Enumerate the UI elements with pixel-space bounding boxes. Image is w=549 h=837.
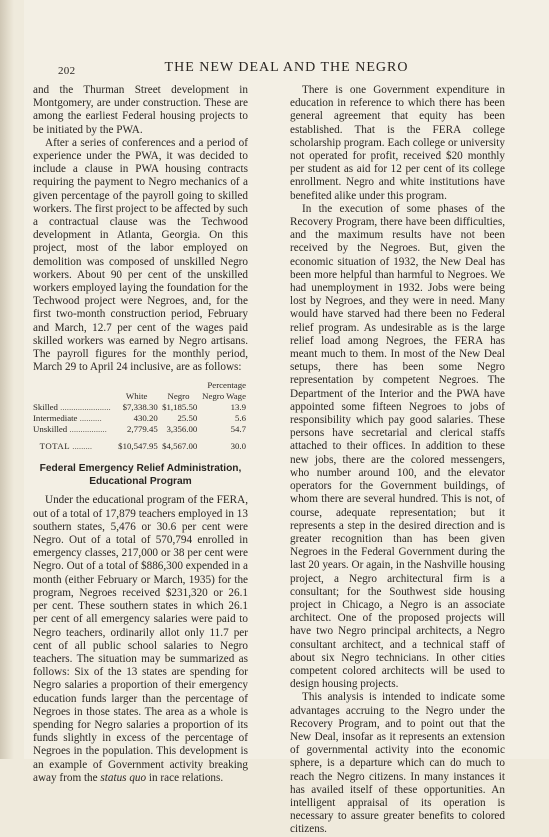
row-label: Skilled [33, 402, 58, 413]
cell-percentage: 13.9 [230, 402, 246, 413]
paragraph: This analysis is intended to indicate some advantages accruing to the Negro under the Recovery Program, and to point out that the New Deal, insofar as it represents an extension of governmental activity into the economic sphere, is a departure which can do much to reach the Negro citizens. In many instances it has availed itself of these opportunities. An intelligent appraisal of its operation is necessary to assure greater benefits to colored citizens. [290, 691, 505, 836]
cell-percentage: 5.6 [235, 413, 246, 424]
page-number: 202 [58, 65, 76, 77]
right-column [290, 84, 505, 837]
table-total-row: TOTAL ......... $10,547.95 $4,567.00 30.0 [33, 435, 248, 452]
running-head: THE NEW DEAL AND THE NEGRO [164, 60, 409, 75]
cell-total-percentage: 30.0 [230, 441, 246, 452]
book-binding-shadow [0, 0, 14, 759]
paragraph-text: in race relations. [146, 771, 224, 784]
row-label: Unskilled [33, 424, 68, 435]
cell-white: 430.20 [133, 413, 158, 424]
left-column [33, 84, 248, 785]
column-header-percentage: Percentage [207, 380, 246, 391]
table-row: Unskilled ................. 2,779.45 3,356.00 54.7 [33, 424, 246, 435]
cell-negro: 25.50 [177, 413, 198, 424]
cell-negro: 3,356.00 [166, 424, 198, 435]
cell-total-negro: $4,567.00 [162, 441, 198, 452]
cell-total-white: $10,547.95 [118, 441, 158, 452]
column-header-negro: Negro [167, 391, 190, 402]
cell-white: 2,779.45 [126, 424, 158, 435]
book-page [24, 0, 549, 836]
column-header-negro-wage: Negro Wage [202, 391, 246, 402]
table-row: Intermediate .......... 430.20 25.50 5.6 [33, 413, 246, 424]
paragraph [33, 494, 248, 784]
page-header [24, 60, 549, 78]
column-header-category [33, 391, 116, 402]
cell-percentage: 54.7 [230, 424, 246, 435]
section-heading-line: Federal Emergency Relief Administration, [39, 463, 242, 475]
wage-table [33, 380, 248, 452]
table-row: Skilled ....................... $7,338.30 $1,185.50 13.9 [33, 402, 246, 413]
italic-phrase: status quo [100, 771, 147, 784]
column-header-white: White [125, 391, 148, 402]
paragraph: After a series of conferences and a period of experience under the PWA, it was decided to include a clause in PWA housing contracts requiring the payment to Negro mechanics of a given percentage of the payroll going to skilled workers. The first project to be affected by such a contractual clause was the Techwood development in Atlanta, Georgia. On this project, most of the labor employed on demolition was composed of unskilled Negro workers. About 90 per cent of the unskilled workers employed laying the foundation for the Techwood project were Negroes, and, for the first two-month construction period, February and March, 12.7 per cent of the wages paid skilled workers was earned by Negro artisans. The payroll figures for the monthly period, March 29 to April 24 inclusive, are as follows: [33, 136, 248, 374]
paragraph: and the Thurman Street development in Montgomery, are under construction. These are among the earliest Federal housing projects to be initiated by the PWA. [33, 84, 248, 136]
total-label: TOTAL [39, 441, 71, 452]
table-header-row-top [33, 380, 248, 391]
table-header-row [33, 391, 248, 402]
cell-negro: $1,185.50 [162, 402, 198, 413]
paragraph-text: Under the educational program of the FERA, out of a total of 17,879 teachers employed in 13 southern states, 5,476 or 30.6 per cent were Negro. Out of a total of 570,794 enrolled in emergency classes, 217,000 or 38 per cent were Negro. Out of a total of $886,300 expended in a month (either February or March, 1935) for the program, Negroes received $231,320 or 26.1 per cent. These southern states in which 26.1 per cent of all emergency salaries were paid to Negro teachers, ordinarily allot only 11.7 per cent of all public school salaries to Negro teachers. The situation may be summarized as follows: Six of the 13 states are spending for Negro salaries a proportion of their emergency education funds larger than the percentage of Negroes in those states. The area as a whole is spending for Negro salaries a proportion of its funds slightly in excess of the percentage of Negroes in the population. This development is an example of Government activity breaking away from the [33, 494, 248, 784]
row-label: Intermediate [33, 413, 78, 424]
section-heading [33, 462, 248, 488]
cell-white: $7,338.30 [122, 402, 158, 413]
paragraph: There is one Government expenditure in education in reference to which there has been general agreement that equity has been established. That is the FERA college scholarship program. Each college or university not operated for profit, received $20 monthly per student as aid for 12 per cent of its college enrollment. Negro and white institutions have benefited alike under this program. [290, 84, 505, 202]
section-heading-line: Educational Program [89, 476, 192, 488]
paragraph: In the execution of some phases of the Recovery Program, there have been difficulties, and the maximum results have not been received by the Negroes. But, given the economic situation of 1932, the New Deal has been more helpful than harmful to Negroes. We had unemployment in 1932. Jobs were being lost by Negroes, and they were in need. Many would have starved had there been no Federal relief program. As undesirable as is the large relief load among Negroes, the FERA has meant much to them. In most of the New Deal setups, there has been some Negro representation by competent Negroes. The Department of the Interior and the PWA have appointed some fifteen Negroes to jobs of responsibility which pay good salaries. These persons have secretarial and clerical staffs attached to their offices. In addition to these new jobs, there are the colored messengers, who number around 100, and the elevator operators for the Government buildings, of whom there are several hundred. This is not, of course, adequate representation; but it represents a step in the desired direction and is greater recognition than has been given Negroes in the Federal Government during the last 20 years. Or again, in the Nashville housing project, a Negro architectural firm is a consultant; for the Southwest side housing project in Chicago, a Negro is an associate architect. One of the proposed projects will have two Negro principal architects, a Negro consultant architect, and a technical staff of about six Negro technicians. In other cities competent colored architects will be used to design housing projects. [290, 202, 506, 691]
